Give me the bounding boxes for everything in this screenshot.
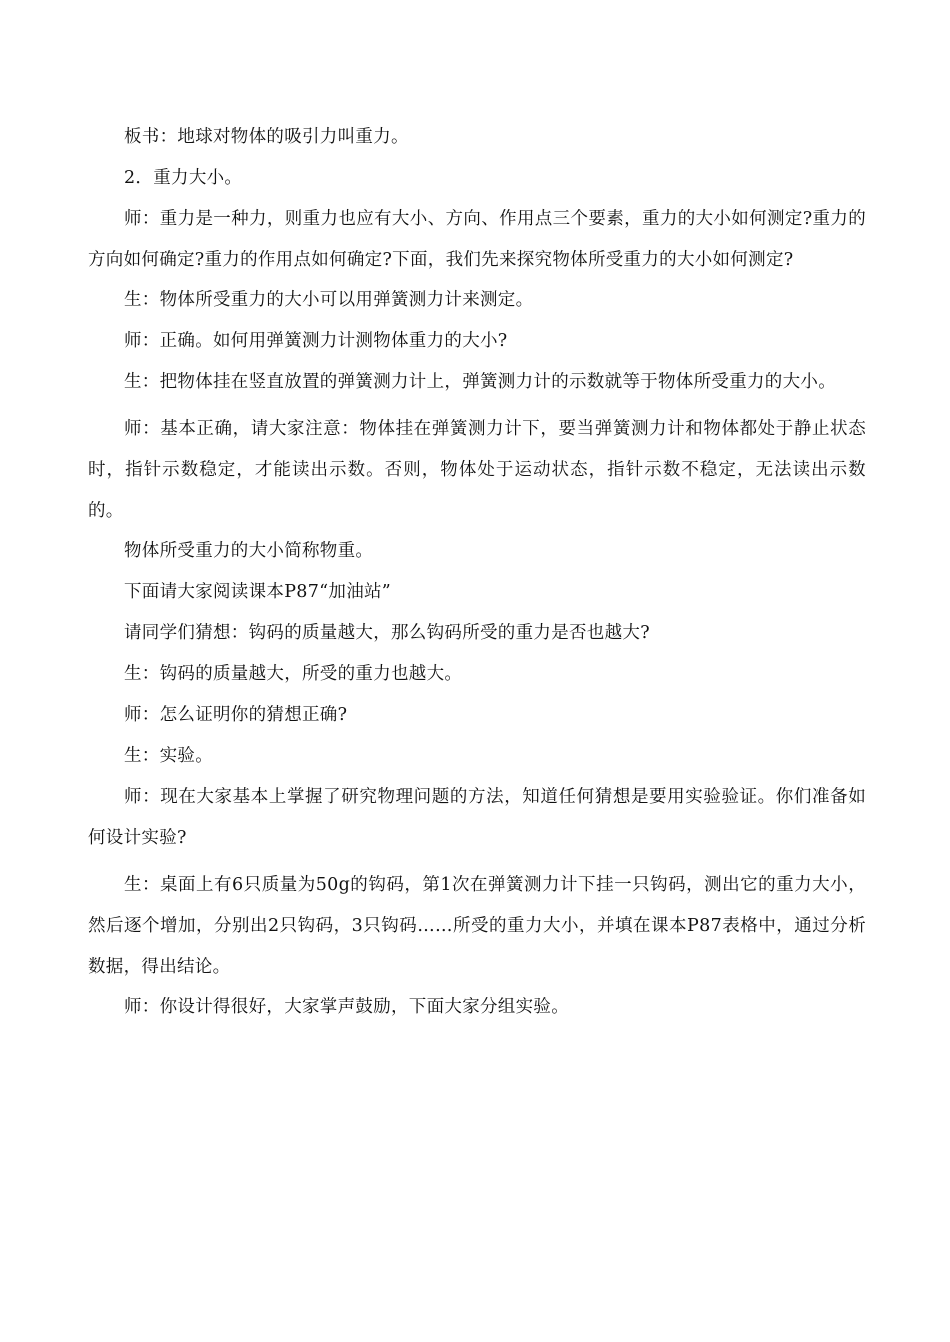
- paragraph-teacher-reply: 师：正确。如何用弹簧测力计测物体重力的大小?: [124, 331, 508, 351]
- paragraph-teacher-note: 师：基本正确，请大家注意：物体挂在弹簧测力计下，要当弹簧测力计和物体都处于静止状态时，指针示数稳定，才能读出示数。否则，物体处于运动状态，指针示数不稳定，无法读出示数的。: [88, 419, 866, 521]
- paragraph-student-experiment: 生：实验。: [124, 746, 213, 766]
- paragraph-section-heading: 2．重力大小。: [124, 168, 243, 188]
- document-body: [88, 124, 866, 1035]
- paragraph-weight-definition: 物体所受重力的大小简称物重。: [124, 541, 374, 561]
- paragraph-board-note: 板书：地球对物体的吸引力叫重力。: [124, 127, 409, 147]
- paragraph-teacher-praise: 师：你设计得很好，大家掌声鼓励，下面大家分组实验。: [124, 997, 569, 1017]
- paragraph-student-answer: 生：物体所受重力的大小可以用弹簧测力计来测定。: [124, 290, 534, 310]
- paragraph-teacher-prove: 师：怎么证明你的猜想正确?: [124, 705, 348, 725]
- paragraph-guess-prompt: 请同学们猜想：钩码的质量越大，那么钩码所受的重力是否也越大?: [124, 623, 650, 643]
- paragraph-student-design: 生：桌面上有6只质量为50g的钩码，第1次在弹簧测力计下挂一只钩码，测出它的重力大小，然后逐个增加，分别出2只钩码，3只钩码……所受的重力大小，并填在课本P87表格中，通过分析数据，得出结论。: [88, 875, 866, 977]
- paragraph-reading-task: 下面请大家阅读课本P87“加油站”: [124, 582, 392, 602]
- paragraph-student-method: 生：把物体挂在竖直放置的弹簧测力计上，弹簧测力计的示数就等于物体所受重力的大小。: [124, 372, 836, 392]
- paragraph-student-guess: 生：钩码的质量越大，所受的重力也越大。: [124, 664, 463, 684]
- paragraph-teacher-design: 师：现在大家基本上掌握了研究物理问题的方法，知道任何猜想是要用实验验证。你们准备如何设计实验?: [88, 787, 866, 848]
- paragraph-teacher-question: 师：重力是一种力，则重力也应有大小、方向、作用点三个要素，重力的大小如何测定?重力的方向如何确定?重力的作用点如何确定?下面，我们先来探究物体所受重力的大小如何测定?: [88, 209, 866, 270]
